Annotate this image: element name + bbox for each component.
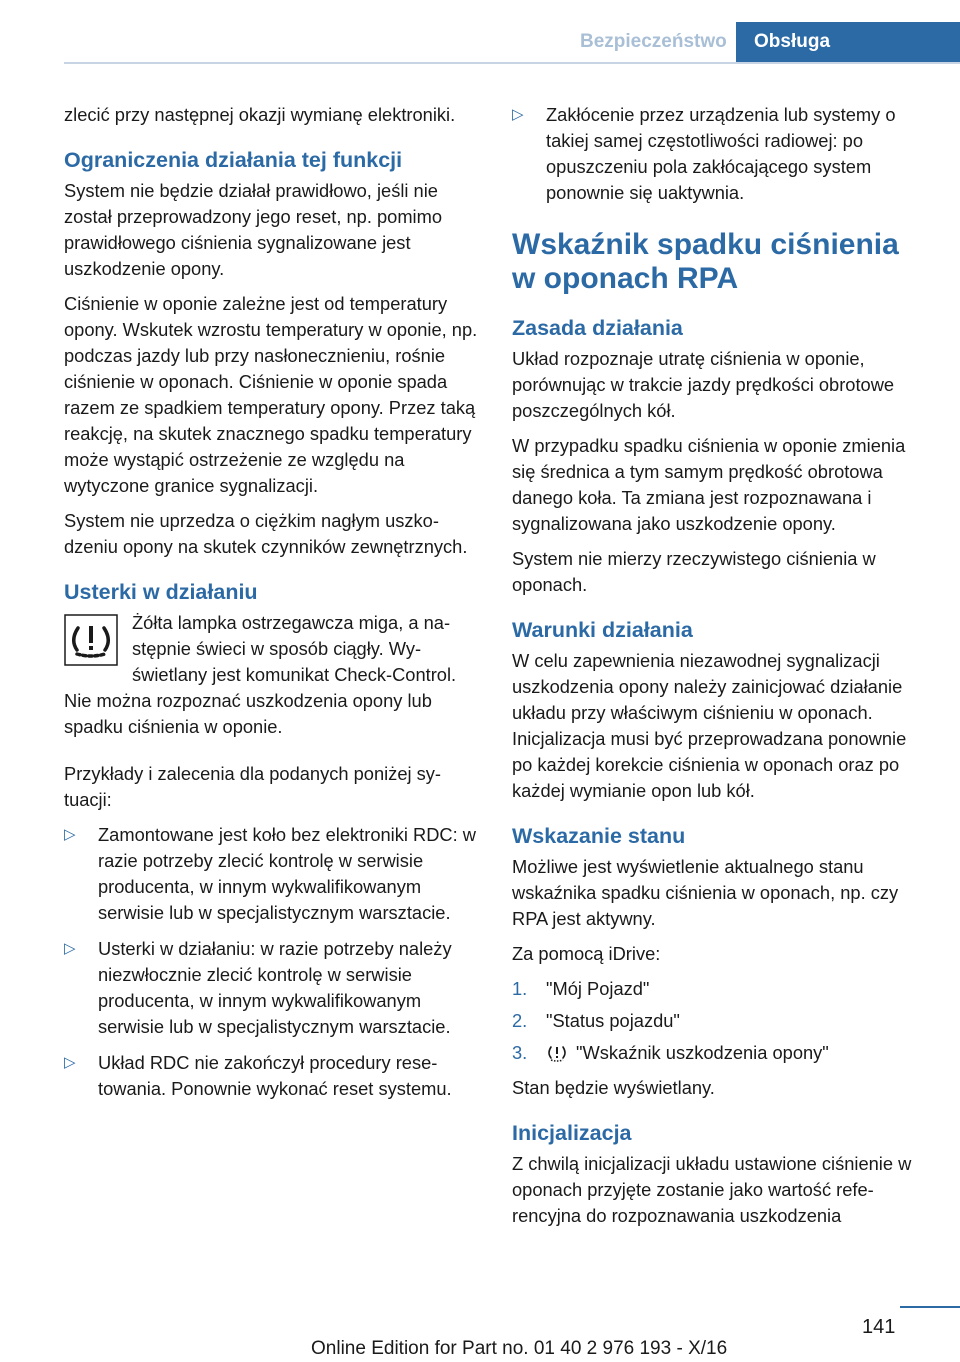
bullet-list: [64, 822, 482, 1102]
step-number: 1.: [512, 978, 528, 999]
step-item: [512, 1008, 930, 1034]
left-column: [64, 102, 482, 1112]
step-text: "Status pojazdu": [546, 1010, 680, 1031]
tab-operation[interactable]: Obsługa: [736, 22, 960, 62]
steps-list: [512, 976, 930, 1066]
paragraph: W przypadku spadku ciśnienia w oponie zmienia się średnica a tym samym prędkość obrotowa danego koła. Ta zmiana jest rozpoznawana i sygnalizowana jako uszkodzenie opony.: [512, 435, 906, 534]
paragraph: Możliwe jest wyświetlenie aktualnego stanu wskaźnika spadku ciśnienia w oponach, np. czy RPA jest aktywny.: [512, 856, 899, 929]
tire-pressure-warning-icon: [64, 614, 118, 666]
heading-init: Inicjalizacja: [512, 1121, 632, 1145]
paragraph: System nie uprzedza o ciężkim nagłym uszkodzeniu opony na skutek czynników zewnętrznych.: [64, 510, 468, 557]
paragraph: Stan będzie wyświetlany.: [512, 1077, 715, 1098]
paragraph: Z chwilą inicjalizacji układu ustawione ciśnienie w oponach przyjęte zostanie jako wartość referencyjna do rozpoznawania uszkodzenia: [512, 1153, 912, 1226]
paragraph: Układ rozpoznaje utratę ciśnienia w oponie, porównując w trakcie jazdy prędkości obrotowe poszczególnych kół.: [512, 348, 895, 421]
step-item: [512, 1040, 930, 1066]
header-tabs: [558, 22, 960, 62]
list-item: ▷ Zakłócenie przez urządzenia lub systemy o takiej samej częstotliwości radiowej: po opuszczeniu pola zakłócającego system ponownie się uaktywnia.: [512, 102, 930, 206]
paragraph: zlecić przy następnej okazji wymianę elektroniki.: [64, 104, 456, 125]
step-text: "Mój Pojazd": [546, 978, 650, 999]
step-text: "Wskaźnik uszkodzenia opony": [576, 1042, 829, 1063]
paragraph: Żółta lampka ostrzegawcza miga, a następnie świeci w sposób ciągły. Wyświetlany jest komunikat Check-Control. Nie można rozpoznać uszkodzenia opony lub spadku ciśnienia w oponie.: [64, 612, 457, 737]
heading-rpa: Wskaźnik spadku ciśnienia w oponach RPA: [512, 228, 899, 295]
tab-security[interactable]: Bezpieczeństwo: [558, 22, 736, 62]
page-number: 141: [862, 1316, 896, 1338]
heading-limits: Ograniczenia działania tej funkcji: [64, 148, 403, 172]
tire-warning-icon: [546, 1044, 568, 1062]
step-number: 3.: [512, 1042, 528, 1063]
heading-conditions: Warunki działania: [512, 618, 693, 642]
paragraph: Ciśnienie w oponie zależne jest od temperatury opony. Wskutek wzrostu temperatury w oponie, np. podczas jazdy lub przy nasłonecznieniu, rośnie ciśnienie w oponach. Ciśnienie w oponie spada razem ze spadkiem temperatury opony. Przez taką reakcję, na skutek znacznego spadku temperatury może wystąpić ostrzeżenie ze względu na wytyczone granice sygnalizacji.: [64, 293, 478, 496]
paragraph: Przykłady i zalecenia dla podanych poniżej sytuacji:: [64, 763, 442, 810]
paragraph: W celu zapewnienia niezawodnej sygnalizacji uszkodzenia opony należy zainicjować działanie układu przy właściwym ciśnieniu w oponach. Inicjalizacja musi być przeprowadzana ponownie po każdej korekcie ciśnienia w oponach oraz po każdej wymianie opon lub kół.: [512, 650, 907, 801]
heading-faults: Usterki w działaniu: [64, 580, 258, 604]
paragraph: System nie będzie działał prawidłowo, jeśli nie został przeprowadzony jego reset, np. pomimo prawidłowego ciśnienia sygnalizowane jest uszkodzenie opony.: [64, 180, 443, 279]
paragraph: System nie mierzy rzeczywistego ciśnienia w oponach.: [512, 548, 876, 595]
bullet-list: [512, 102, 930, 206]
right-column: [512, 102, 930, 1238]
list-item: ▷ Usterki w działaniu: w razie potrzeby należy niezwłocznie zlecić kontrolę w serwisie producenta, w innym wykwalifikowanym serwisie lub w specjalistycznym warsztacie.: [64, 936, 482, 1040]
step-item: [512, 976, 930, 1002]
heading-status: Wskazanie stanu: [512, 824, 686, 848]
footer-edition: Online Edition for Part no. 01 40 2 976 193 - X/16: [311, 1338, 728, 1359]
list-item: ▷ Układ RDC nie zakończył procedury resetowania. Ponownie wykonać reset systemu.: [64, 1050, 482, 1102]
warning-block: [64, 610, 482, 749]
list-item: ▷ Zamontowane jest koło bez elektroniki RDC: w razie potrzeby zlecić kontrolę w serwisie producenta, w innym wykwalifikowanym serwisie lub w specjalistycznym warsztacie.: [64, 822, 482, 926]
header-rule: [64, 62, 960, 64]
heading-principle: Zasada działania: [512, 316, 683, 340]
footer-rule: [900, 1306, 960, 1308]
paragraph: Za pomocą iDrive:: [512, 943, 661, 964]
step-number: 2.: [512, 1010, 528, 1031]
